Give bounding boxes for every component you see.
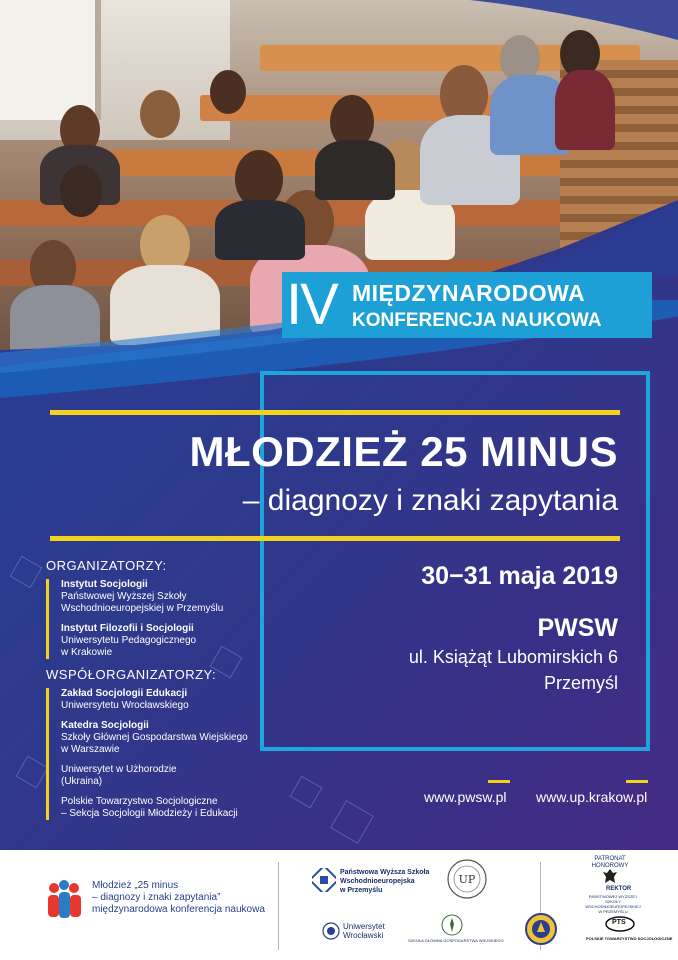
patronat-label: PATRONAT HONOROWY (591, 856, 629, 869)
coorganizer-desc: Szkoły Głównej Gospodarstwa Wiejskiego (61, 732, 248, 743)
svg-text:UP: UP (458, 873, 476, 886)
pwsw-logo-line: w Przemyślu (340, 887, 383, 894)
url-underline (488, 780, 510, 783)
yellow-bar-top (50, 410, 620, 415)
conference-logo-line: międzynarodowa konferencja naukowa (92, 904, 265, 915)
conference-logo-text (92, 880, 265, 916)
organizer-desc: Uniwersytetu Pedagogicznego (61, 635, 197, 646)
organizers-list (46, 579, 256, 659)
coorganizer-desc: Uniwersytetu Wrocławskiego (61, 700, 189, 711)
venue-address: ul. Książąt Lubomirskich 6 (408, 647, 618, 667)
pwsw-logo-icon (312, 868, 336, 892)
organizer-name: Instytut Socjologii (61, 579, 148, 590)
coorganizer-item (61, 688, 256, 712)
rektor-label: REKTOR (606, 886, 632, 892)
eagle-emblem-icon (602, 868, 618, 884)
organizer-desc: Wschodnioeuropejskiej w Przemyślu (61, 603, 224, 614)
decor-diamond (290, 776, 323, 809)
coorganizer-desc: Uniwersytet w Użhorodzie (61, 764, 177, 775)
coorganizer-desc: – Sekcja Socjologii Młodzieży i Edukacji (61, 808, 238, 819)
url-underline (626, 780, 648, 783)
uwr-logo-text (343, 922, 385, 940)
uzhhorod-university-logo-icon (524, 912, 558, 946)
uwr-logo-icon (322, 922, 340, 940)
coorganizer-desc: (Ukraina) (61, 776, 103, 787)
rektor-desc: PAŃSTWOWEJ WYŻSZEJ SZKOŁY WSCHODNIOEUROPEJSKIEJ W PRZEMYŚLU (585, 894, 641, 914)
pwsw-logo-line: Wschodnioeuropejska (340, 878, 415, 885)
organizer-name: Instytut Filozofii i Socjologii (61, 623, 194, 634)
organizer-desc: Państwowej Wyższej Szkoły (61, 591, 187, 602)
main-title: MŁODZIEŻ 25 MINUS (189, 428, 618, 475)
subtitle: – diagnozy i znaki zapytania (242, 484, 618, 517)
decor-diamond (16, 756, 49, 789)
coorganizer-desc: w Warszawie (61, 744, 120, 755)
organizers-heading: ORGANIZATORZY: (46, 558, 167, 573)
organizers-section (46, 558, 256, 828)
organizer-desc: w Krakowie (61, 647, 113, 658)
coorganizer-item (61, 764, 256, 788)
sggw-logo-text: SZKOŁA GŁÓWNA GOSPODARSTWA WIEJSKIEGO (408, 938, 504, 943)
up-krakow-seal-icon (446, 858, 488, 900)
link-pwsw[interactable]: www.pwsw.pl (424, 789, 507, 805)
pts-abbr: PTS (612, 919, 626, 926)
footer-divider (278, 862, 279, 950)
conference-type-line2: KONFERENCJA NAUKOWA (352, 310, 602, 331)
conference-type-line1: MIĘDZYNARODOWA (352, 280, 586, 306)
coorganizer-name: Zakład Socjologii Edukacji (61, 688, 188, 699)
organizer-item (61, 579, 256, 615)
pwsw-logo-line: Państwowa Wyższa Szkoła (340, 869, 430, 876)
link-up-krakow[interactable]: www.up.krakow.pl (536, 789, 648, 805)
venue-city: Przemyśl (543, 673, 618, 693)
coorganizer-desc: Polskie Towarzystwo Socjologiczne (61, 796, 218, 807)
conference-logo-line: – diagnozy i znaki zapytania” (92, 892, 221, 903)
coorganizers-list (46, 688, 256, 820)
conference-number: IV (286, 272, 337, 337)
pts-name: POLSKIE TOWARZYSTWO SOCJOLOGICZNE (586, 936, 673, 941)
coorganizer-item (61, 796, 256, 820)
yellow-bar-bottom (50, 536, 620, 541)
decor-diamond (330, 800, 374, 844)
pwsw-logo-text (340, 868, 429, 895)
decor-diamond (10, 556, 43, 589)
coorganizers-heading: WSPÓŁORGANIZATORZY: (46, 667, 217, 682)
uwr-logo-line: Uniwersytet (343, 922, 385, 931)
conference-logo-icon (44, 880, 84, 920)
event-venue (409, 612, 618, 696)
venue-name: PWSW (537, 614, 618, 642)
coorganizer-name: Katedra Socjologii (61, 720, 149, 731)
coorganizer-item (61, 720, 256, 756)
organizer-item (61, 623, 256, 659)
sggw-logo-icon (440, 914, 464, 936)
uwr-logo-line: Wrocławski (343, 931, 384, 940)
conference-logo-line: Młodzież „25 minus (92, 880, 179, 891)
event-date: 30−31 maja 2019 (421, 562, 618, 590)
